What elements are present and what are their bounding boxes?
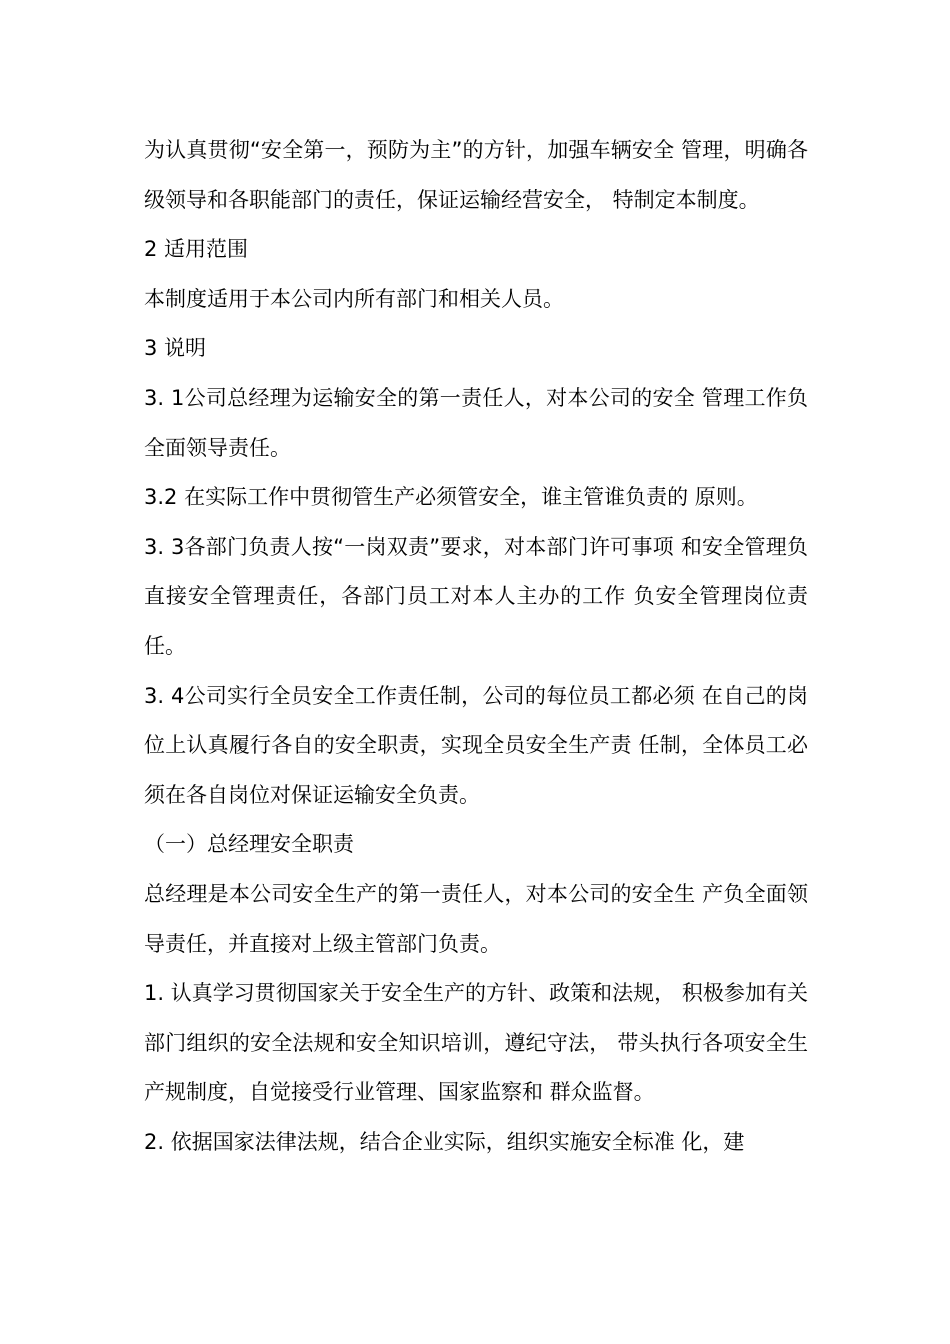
clause-3-1: 3. 1公司总经理为运输安全的第一责任人，对本公司的安全 管理工作负全面领导责任。 (144, 385, 808, 460)
scope-paragraph: 本制度适用于本公司内所有部门和相关人员。 (144, 286, 564, 311)
subsection-heading-gm-duties: （一）总经理安全职责 (144, 832, 354, 857)
clause-3-3: 3. 3各部门负责人按“一岗双责”要求，对本部门许可事项 和安全管理负直接安全管理责任，各部门员工对本人主办的工作 负安全管理岗位责任。 (144, 534, 808, 658)
section-heading-explanation: 3 说明 (144, 336, 207, 361)
section-heading-scope: 2 适用范围 (144, 237, 249, 262)
clause-3-2: 3.2 在实际工作中贯彻管生产必须管安全，谁主管谁负责的 原则。 (144, 485, 758, 510)
gm-duty-item-1: 1. 认真学习贯彻国家关于安全生产的方针、政策和法规， 积极参加有关部门组织的安全法规和安全知识培训，遵纪守法， 带头执行各项安全生产规制度，自觉接受行业管理、国家监察和 群众监督。 (144, 981, 808, 1105)
gm-duty-item-2: 2. 依据国家法律法规，结合企业实际，组织实施安全标准 化，建 (144, 1129, 745, 1154)
clause-3-4: 3. 4公司实行全员安全工作责任制，公司的每位员工都必须 在自己的岗位上认真履行各自的安全职责，实现全员安全生产责 任制，全体员工必须在各自岗位对保证运输安全负责。 (144, 683, 808, 807)
gm-duties-intro: 总经理是本公司安全生产的第一责任人，对本公司的安全生 产负全面领导责任，并直接对上级主管部门负责。 (144, 881, 808, 956)
purpose-paragraph: 为认真贯彻“安全第一，预防为主”的方针，加强车辆安全 管理，明确各级领导和各职能部门的责任，保证运输经营安全， 特制定本制度。 (144, 138, 808, 212)
document-body (144, 126, 808, 1167)
